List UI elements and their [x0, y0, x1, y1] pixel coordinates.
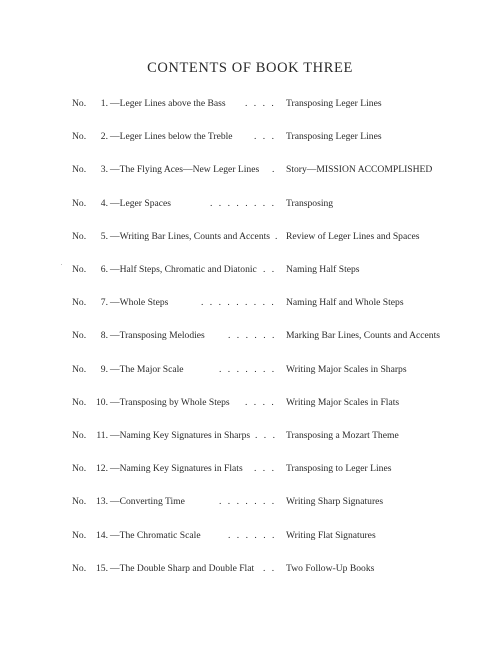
- entry-number: 5.: [100, 230, 108, 242]
- entry-lesson-title: —Leger Spaces: [110, 197, 172, 209]
- entry-no-label: No.: [72, 463, 87, 475]
- page-title: CONTENTS OF BOOK THREE: [147, 60, 353, 76]
- entry-dot-leader: .: [275, 230, 280, 242]
- entry-dot-leader: . . . . . .: [228, 529, 277, 541]
- entry-workbook-title: Transposing a Mozart Theme: [286, 430, 399, 441]
- entry-number: 3.: [100, 164, 108, 176]
- entry-lesson-title: —Whole Steps: [110, 297, 169, 309]
- entry-dot-leader: .: [272, 164, 277, 176]
- entry-number: 6.: [100, 264, 108, 275]
- entry-lesson-title: —Transposing Melodies: [110, 330, 205, 342]
- toc-entry: [72, 329, 472, 343]
- entry-dot-leader: . . . .: [245, 98, 276, 109]
- entry-dot-leader: . . . . . . .: [219, 496, 277, 508]
- entry-no-label: No.: [72, 98, 87, 109]
- entry-no-label: No.: [72, 330, 87, 342]
- toc-entry: [72, 462, 472, 476]
- entry-workbook-title: Transposing Leger Lines: [286, 131, 382, 143]
- entry-dot-leader: . . .: [254, 131, 276, 143]
- entry-dot-leader: . . . . . .: [228, 330, 277, 342]
- scan-speck: [61, 264, 62, 265]
- entry-number: 14.: [96, 529, 108, 541]
- entry-dot-leader: . .: [263, 562, 277, 574]
- entry-no-label: No.: [72, 496, 87, 508]
- entry-no-label: No.: [72, 363, 87, 375]
- entry-workbook-title: Writing Major Scales in Flats: [286, 396, 400, 408]
- entry-workbook-title: Story—MISSION ACCOMPLISHED: [286, 164, 433, 176]
- toc-entry: [72, 230, 472, 244]
- toc-entry: [72, 130, 472, 144]
- entry-lesson-title: —Naming Key Signatures in Sharps: [110, 430, 251, 441]
- entry-no-label: No.: [72, 562, 87, 574]
- entry-no-label: No.: [72, 230, 87, 242]
- entry-workbook-title: Transposing: [286, 197, 334, 209]
- entry-dot-leader: . . . . . . .: [219, 363, 277, 375]
- entry-dot-leader: . . .: [255, 430, 277, 441]
- entry-workbook-title: Two Follow-Up Books: [286, 562, 375, 574]
- entry-no-label: No.: [72, 164, 87, 176]
- entry-lesson-title: —The Chromatic Scale: [110, 529, 201, 541]
- entry-lesson-title: —Leger Lines below the Treble: [110, 131, 233, 143]
- entry-lesson-title: —Converting Time: [110, 496, 185, 508]
- toc-entry: [72, 396, 472, 410]
- entry-workbook-title: Transposing to Leger Lines: [286, 463, 392, 475]
- entry-dot-leader: . .: [263, 264, 277, 275]
- entry-no-label: No.: [72, 396, 87, 408]
- entry-dot-leader: . . . . . . . . .: [201, 297, 276, 309]
- entry-dot-leader: . . .: [254, 463, 276, 475]
- entry-workbook-title: Naming Half Steps: [286, 264, 360, 275]
- entry-no-label: No.: [72, 529, 87, 541]
- entry-number: 9.: [100, 363, 108, 375]
- entry-workbook-title: Marking Bar Lines, Counts and Accents: [286, 330, 441, 342]
- entry-lesson-title: —Leger Lines above the Bass: [110, 98, 226, 109]
- entry-number: 12.: [96, 463, 108, 475]
- toc-entry: [72, 97, 472, 111]
- entry-number: 15.: [96, 562, 108, 574]
- entry-no-label: No.: [72, 131, 87, 143]
- entry-lesson-title: —Half Steps, Chromatic and Diatonic: [110, 264, 257, 275]
- entry-number: 13.: [96, 496, 108, 508]
- entry-number: 1.: [100, 98, 108, 109]
- entry-workbook-title: Transposing Leger Lines: [286, 98, 382, 109]
- entry-no-label: No.: [72, 264, 87, 275]
- entry-dot-leader: . . . .: [245, 396, 276, 408]
- toc-entry: [72, 163, 472, 177]
- entry-number: 7.: [100, 297, 108, 309]
- entry-number: 2.: [100, 131, 108, 143]
- entry-number: 8.: [100, 330, 108, 342]
- entry-lesson-title: —The Double Sharp and Double Flat: [110, 562, 255, 574]
- toc-entry: [72, 363, 472, 377]
- entry-no-label: No.: [72, 430, 87, 441]
- toc-entry: [72, 296, 472, 310]
- toc-entry: [72, 197, 472, 211]
- entry-no-label: No.: [72, 197, 87, 209]
- toc-entry: [72, 495, 472, 509]
- entry-lesson-title: —Naming Key Signatures in Flats: [110, 463, 243, 475]
- toc-entry: [72, 263, 472, 277]
- entry-workbook-title: Writing Flat Signatures: [286, 529, 376, 541]
- entry-lesson-title: —Writing Bar Lines, Counts and Accents: [110, 230, 271, 242]
- entry-lesson-title: —The Major Scale: [110, 363, 184, 375]
- entry-dot-leader: . . . . . . . .: [210, 197, 276, 209]
- entry-workbook-title: Review of Leger Lines and Spaces: [286, 230, 420, 242]
- entry-workbook-title: Writing Sharp Signatures: [286, 496, 384, 508]
- toc-entry: [72, 529, 472, 543]
- toc-entry: [72, 562, 472, 576]
- entry-lesson-title: —Transposing by Whole Steps: [110, 396, 230, 408]
- entry-number: 11.: [96, 430, 108, 441]
- entry-workbook-title: Naming Half and Whole Steps: [286, 297, 404, 309]
- entry-number: 10.: [96, 396, 108, 408]
- entry-number: 4.: [100, 197, 108, 209]
- entry-workbook-title: Writing Major Scales in Sharps: [286, 363, 407, 375]
- entry-no-label: No.: [72, 297, 87, 309]
- toc-entry: [72, 429, 472, 443]
- entry-lesson-title: —The Flying Aces—New Leger Lines: [110, 164, 260, 176]
